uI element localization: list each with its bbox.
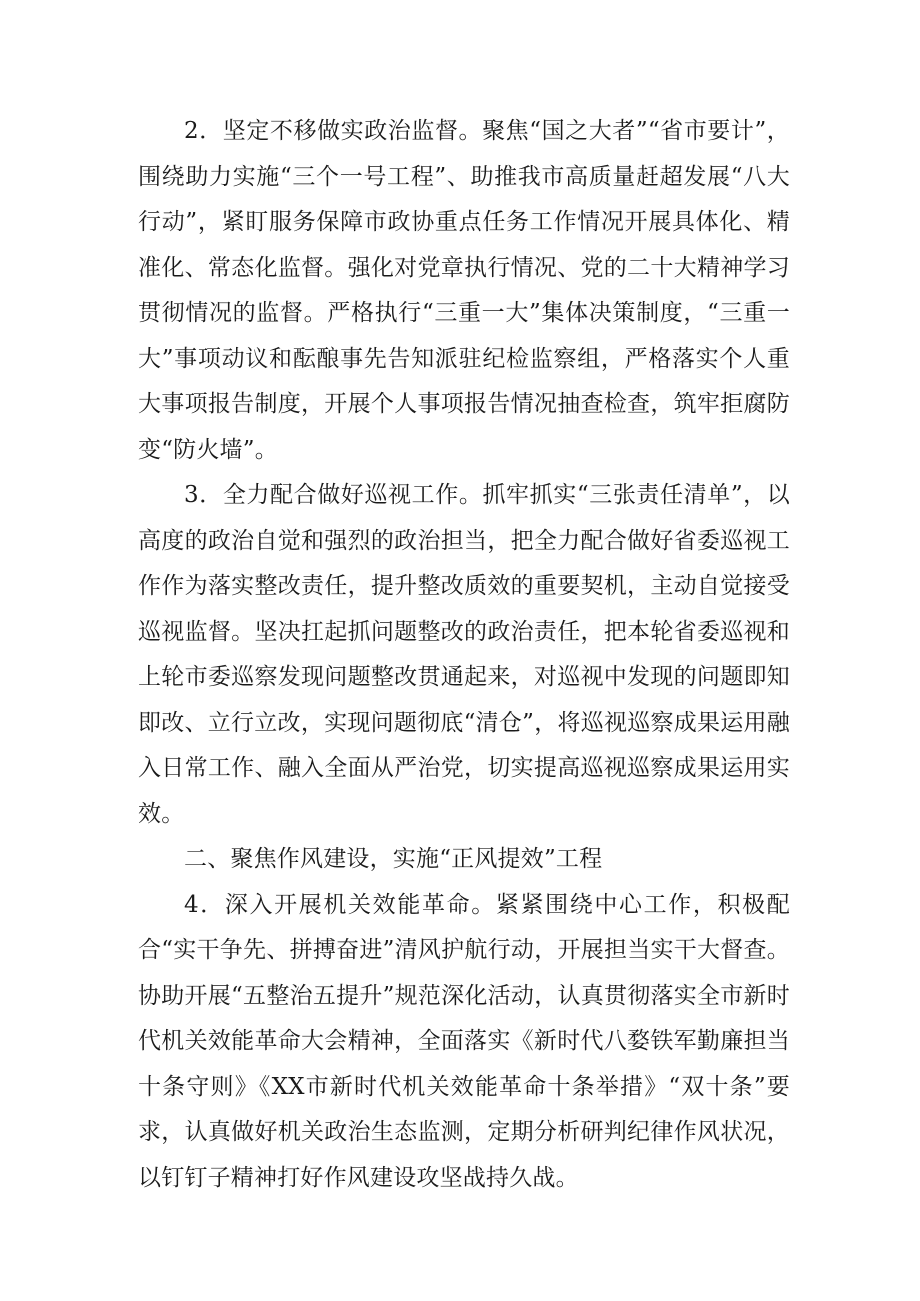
paragraph-2: 2．坚定不移做实政治监督。聚焦“国之大者”“省市要计”，围绕助力实施“三个一号工程”、助推我市高质量赶超发展“八大行动”，紧盯服务保障市政协重点任务工作情况开展具体化、精准化、常态化监督。强化对党章执行情况、党的二十大精神学习贯彻情况的监督。严格执行“三重一大”集体决策制度，“三重一大”事项动议和酝酿事先告知派驻纪检监察组，严格落实个人重大事项报告制度，开展个人事项报告情况抽查检查，筑牢拒腐防变“防火墙”。: [138, 118, 790, 463]
section-heading: 二、聚焦作风建设，实施“正风提效”工程: [184, 846, 603, 872]
paragraph-4: 4．深入开展机关效能革命。紧紧围绕中心工作，积极配合“实干争先、拼搏奋进”清风护航行动，开展担当实干大督查。协助开展“五整治五提升”规范深化活动，认真贯彻落实全市新时代机关效能革命大会精神，全面落实《新时代八婺铁军勤廉担当十条守则》《XX市新时代机关效能革命十条举措》“双十条”要求，认真做好机关政治生态监测，定期分析研判纪律作风状况，以钉钉子精神打好作风建设攻坚战持久战。: [138, 891, 790, 1191]
document-body: [138, 109, 790, 1201]
paragraph-3: 3．全力配合做好巡视工作。抓牢抓实“三张责任清单”，以高度的政治自觉和强烈的政治担当，把全力配合做好省委巡视工作作为落实整改责任，提升整改质效的重要契机，主动自觉接受巡视监督。坚决扛起抓问题整改的政治责任，把本轮省委巡视和上轮市委巡察发现问题整改贯通起来，对巡视中发现的问题即知即改、立行立改，实现问题彻底“清仓”，将巡视巡察成果运用融入日常工作、融入全面从严治党，切实提高巡视巡察成果运用实效。: [138, 482, 790, 827]
